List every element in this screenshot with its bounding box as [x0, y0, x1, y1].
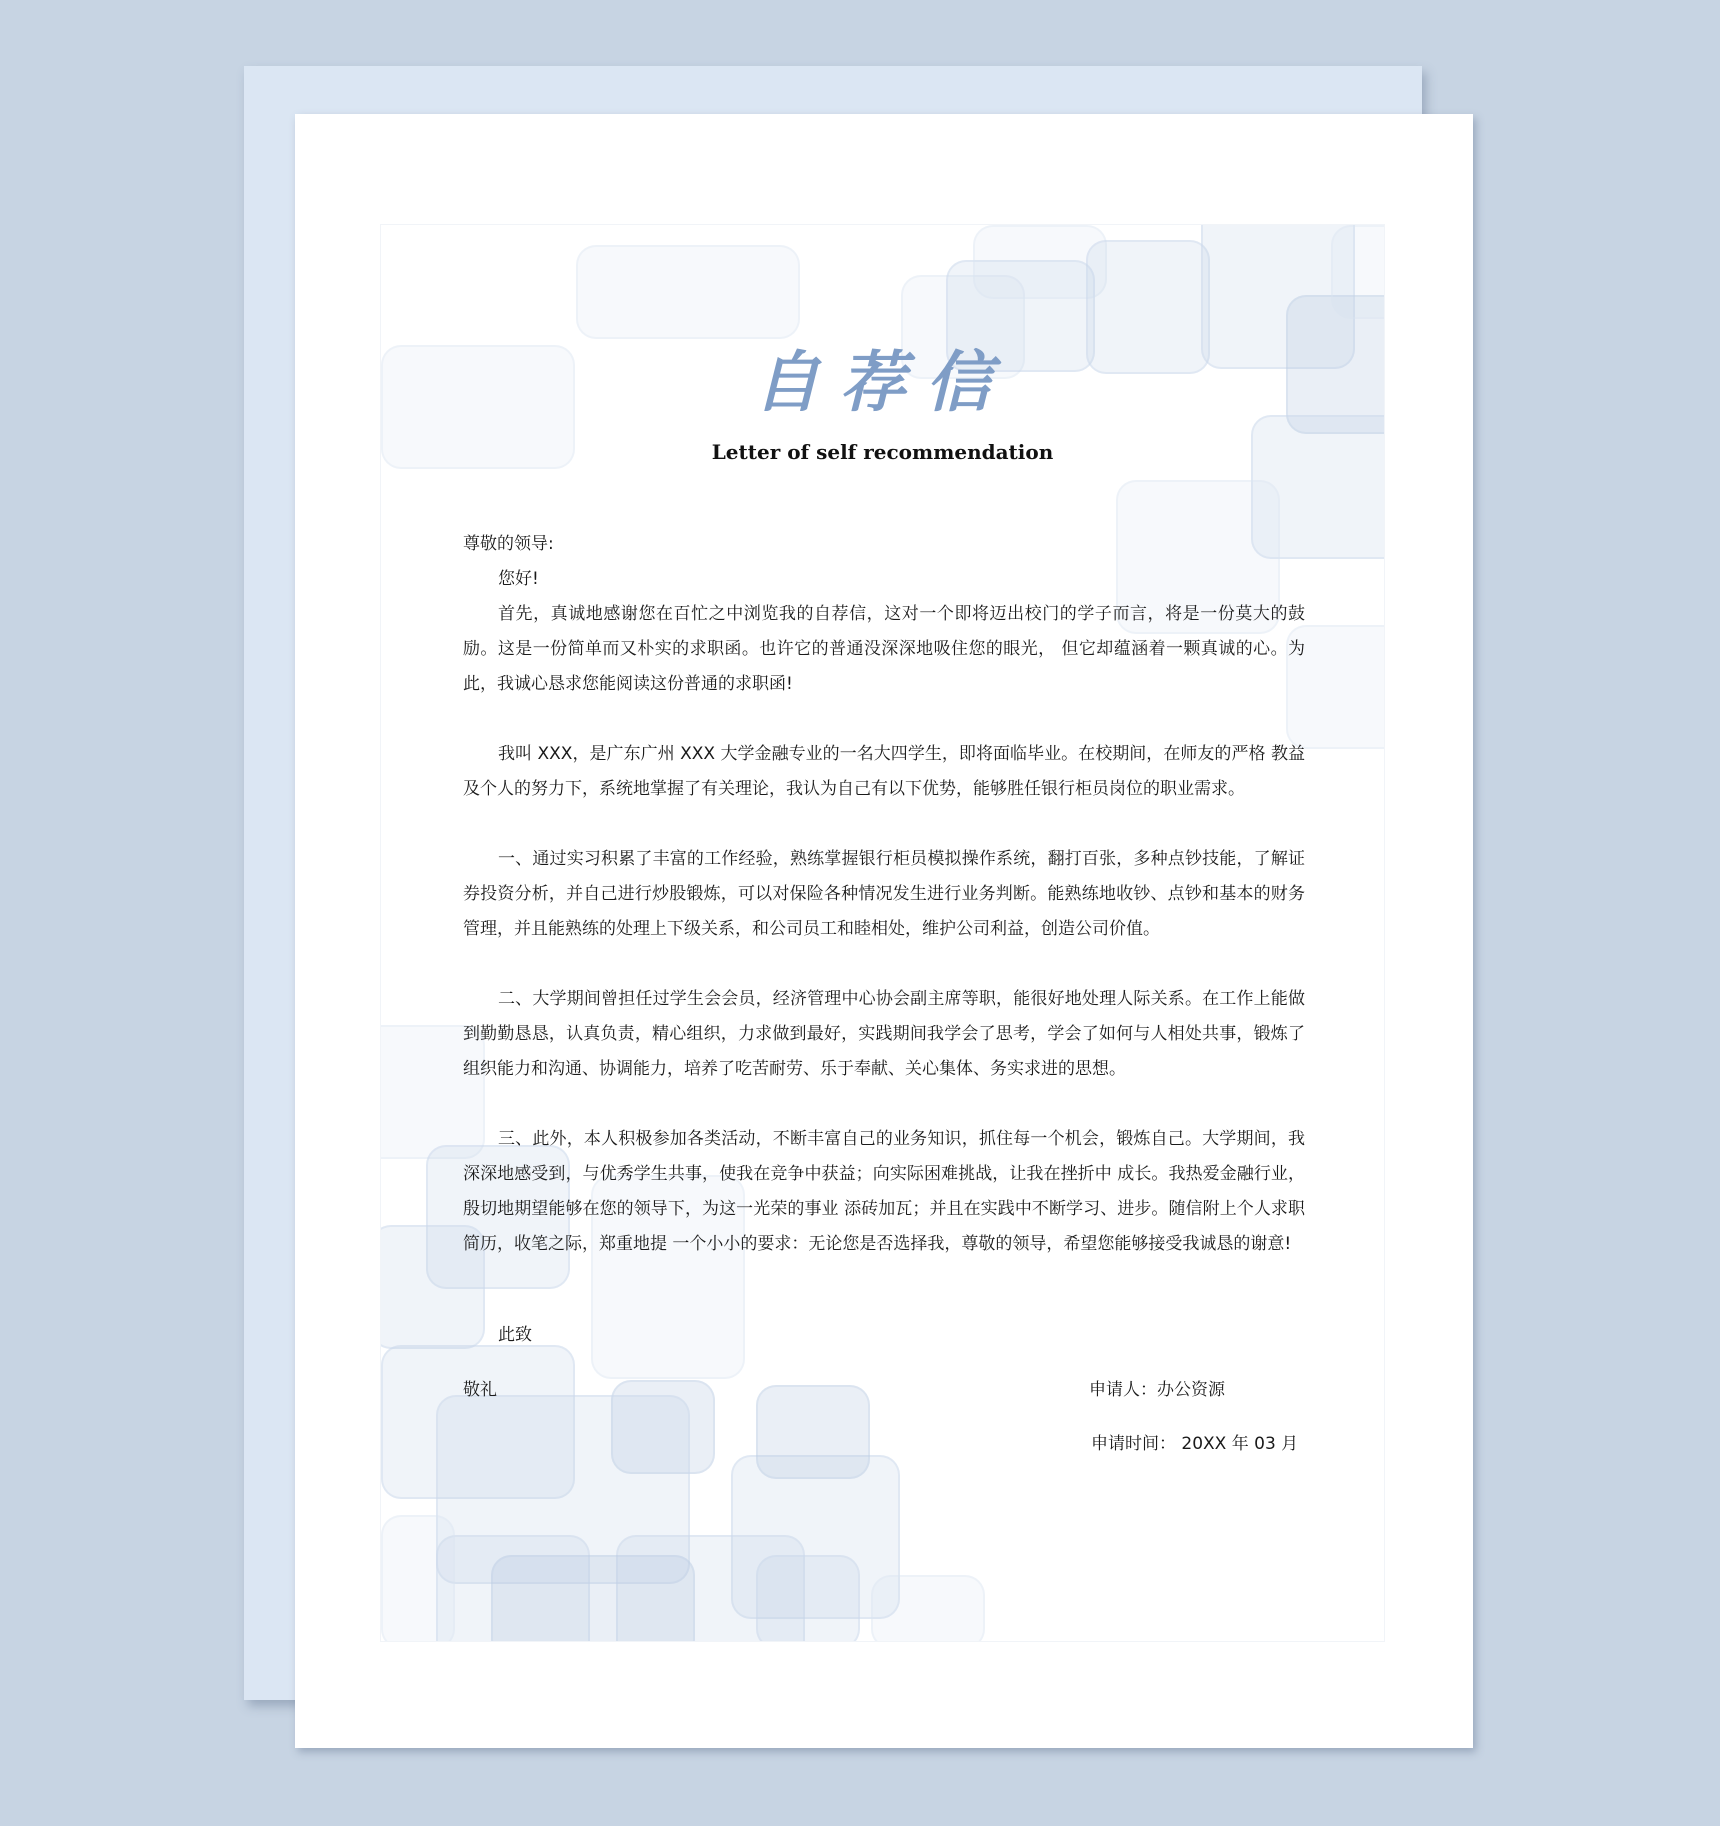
- paragraph-2: 我叫 XXX，是广东广州 XXX 大学金融专业的一名大四学生，即将面临毕业。在校期间，在师友的严格 教益及个人的努力下，系统地掌握了有关理论，我认为自己有以下优势，能够胜任银行柜员岗位的职业需求。: [463, 744, 1305, 799]
- applicant-line: 申请人：办公资源: [1089, 1380, 1225, 1400]
- closing-text: 此致: [498, 1325, 532, 1345]
- letter-body: [463, 527, 1305, 1262]
- application-date: 申请时间： 20XX 年 03 月: [1091, 1434, 1299, 1454]
- salutation: 尊敬的领导:: [463, 534, 554, 554]
- letter-area: [380, 224, 1385, 1642]
- greeting: 您好!: [498, 569, 539, 589]
- letter-content: [381, 225, 1384, 1641]
- paragraph-1: 首先，真诚地感谢您在百忙之中浏览我的自荐信，这对一个即将迈出校门的学子而言，将是一份莫大的鼓励。这是一份简单而又朴实的求职函。也许它的普通没深深地吸住您的眼光， 但它却蕴涵着一颗真诚的心。为此，我诚心恳求您能阅读这份普通的求职函!: [463, 604, 1305, 694]
- regards-text: 敬礼: [463, 1380, 497, 1400]
- document-page: [295, 114, 1473, 1748]
- paragraph-4: 二、大学期间曾担任过学生会会员，经济管理中心协会副主席等职，能很好地处理人际关系。在工作上能做到勤勤恳恳，认真负责，精心组织，力求做到最好，实践期间我学会了思考，学会了如何与人相处共事，锻炼了组织能力和沟通、协调能力，培养了吃苦耐劳、乐于奉献、关心集体、务实求进的思想。: [463, 989, 1305, 1079]
- paragraph-3: 一、通过实习积累了丰富的工作经验，熟练掌握银行柜员模拟操作系统，翻打百张，多种点钞技能，了解证券投资分析，并自己进行炒股锻炼，可以对保险各种情况发生进行业务判断。能熟练地收钞、点钞和基本的财务管理，并且能熟练的处理上下级关系，和公司员工和睦相处，维护公司利益，创造公司价值。: [463, 849, 1305, 939]
- letter-subtitle: Letter of self recommendation: [711, 440, 1054, 464]
- paragraph-5: 三、此外，本人积极参加各类活动，不断丰富自己的业务知识，抓住每一个机会，锻炼自己。大学期间，我深深地感受到，与优秀学生共事，使我在竞争中获益；向实际困难挑战，让我在挫折中 成长。我热爱金融行业，殷切地期望能够在您的领导下，为这一光荣的事业 添砖加瓦；并且在实践中不断学习、进步。随信附上个人求职简历，收笔之际，郑重地提 一个小小的要求：无论您是否选择我，尊敬的领导，希望您能够接受我诚恳的谢意!: [463, 1129, 1305, 1254]
- letter-title: 自荐信: [753, 343, 1012, 421]
